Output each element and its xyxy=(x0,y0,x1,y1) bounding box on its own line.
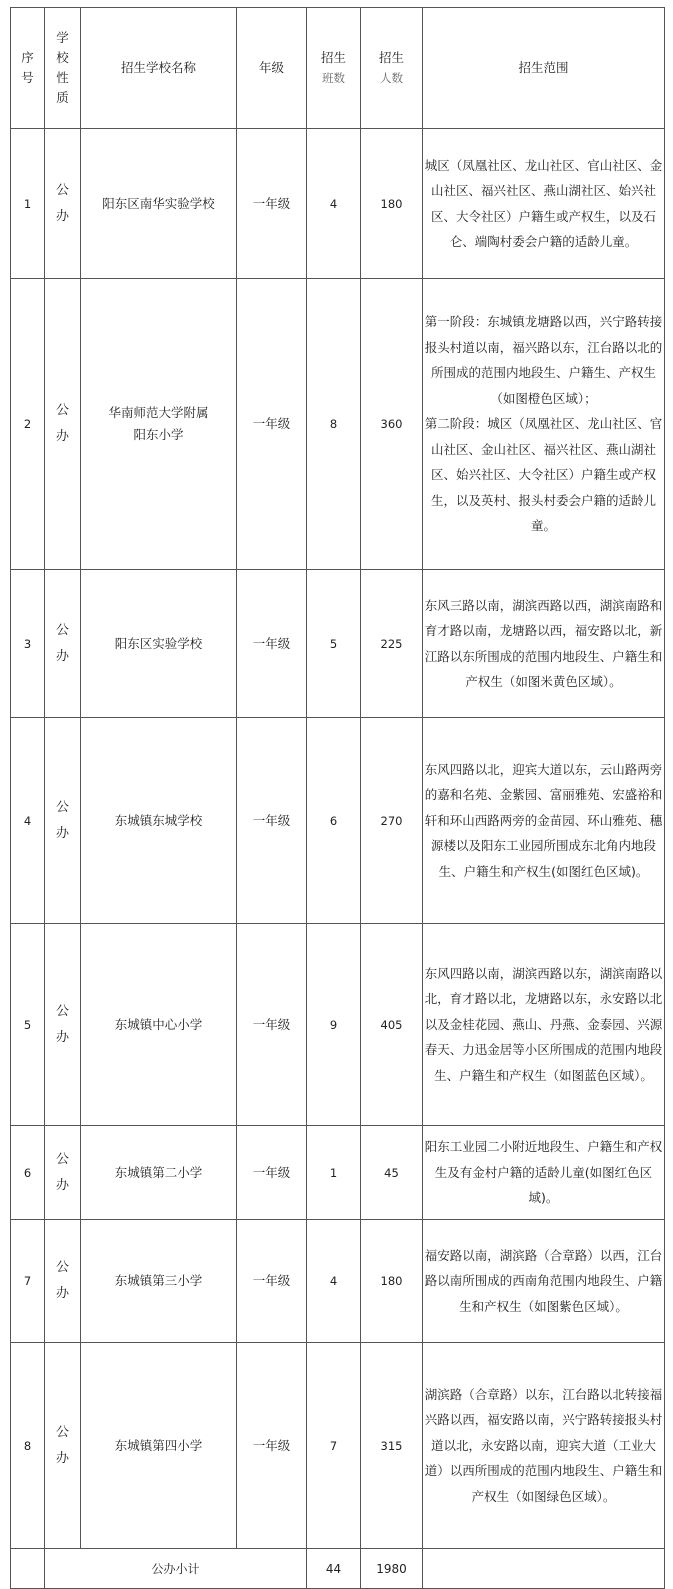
row-classes: 5 xyxy=(307,570,361,718)
row-classes: 1 xyxy=(307,1126,361,1220)
row-seq: 4 xyxy=(11,718,45,924)
row-kind: 公 办 xyxy=(45,1220,81,1343)
enrollment-table xyxy=(10,7,665,1589)
table-row xyxy=(11,1343,665,1549)
row-school-name: 阳东区南华实验学校 xyxy=(81,129,237,279)
table-row xyxy=(11,924,665,1126)
row-scope: 东风四路以北，迎宾大道以东，云山路两旁的嘉和名苑、金紫园、富丽雅苑、宏盛裕和轩和环山西路两旁的金苗园、环山雅苑、穗源楼以及阳东工业园所围成东北角内地段生、户籍生和产权生(如图红色区域)。 xyxy=(423,718,665,924)
row-count: 315 xyxy=(361,1343,423,1549)
row-grade: 一年级 xyxy=(237,924,307,1126)
row-grade: 一年级 xyxy=(237,1343,307,1549)
header-name: 招生学校名称 xyxy=(81,8,237,129)
subtotal-row xyxy=(11,1549,665,1589)
table-row xyxy=(11,718,665,924)
row-classes: 4 xyxy=(307,129,361,279)
header-count: 招生 人数 xyxy=(361,8,423,129)
subtotal-blank xyxy=(11,1549,45,1589)
row-classes: 8 xyxy=(307,279,361,570)
row-school-name: 东城镇第二小学 xyxy=(81,1126,237,1220)
header-scope: 招生范围 xyxy=(423,8,665,129)
row-grade: 一年级 xyxy=(237,279,307,570)
row-school-name: 华南师范大学附属 阳东小学 xyxy=(81,279,237,570)
header-classes: 招生 班数 xyxy=(307,8,361,129)
table-row xyxy=(11,570,665,718)
row-scope: 东风四路以南，湖滨西路以东，湖滨南路以北，育才路以北，龙塘路以东，永安路以北以及金桂花园、燕山、丹燕、金泰园、兴源春天、力迅金居等小区所围成的范围内地段生、户籍生和产权生（如图蓝色区域）。 xyxy=(423,924,665,1126)
row-kind: 公 办 xyxy=(45,1343,81,1549)
subtotal-classes: 44 xyxy=(307,1549,361,1589)
row-count: 270 xyxy=(361,718,423,924)
row-scope: 东风三路以南，湖滨西路以西，湖滨南路和育才路以南，龙塘路以西，福安路以北，新江路以东所围成的范围内地段生、户籍生和产权生（如图米黄色区域）。 xyxy=(423,570,665,718)
header-row xyxy=(11,8,665,129)
row-scope: 福安路以南，湖滨路（合章路）以西，江台路以南所围成的西南角范围内地段生、户籍生和产权生（如图紫色区域）。 xyxy=(423,1220,665,1343)
row-scope: 城区（凤凰社区、龙山社区、官山社区、金山社区、福兴社区、燕山湖社区、始兴社区、大令社区）户籍生或产权生，以及石仑、端陶村委会户籍的适龄儿童。 xyxy=(423,129,665,279)
row-grade: 一年级 xyxy=(237,1126,307,1220)
row-count: 225 xyxy=(361,570,423,718)
header-seq: 序 号 xyxy=(11,8,45,129)
row-grade: 一年级 xyxy=(237,570,307,718)
row-school-name: 东城镇第四小学 xyxy=(81,1343,237,1549)
row-classes: 6 xyxy=(307,718,361,924)
row-count: 405 xyxy=(361,924,423,1126)
row-scope: 湖滨路（合章路）以东，江台路以北转接福兴路以西，福安路以南，兴宁路转接报头村道以北，永安路以南，迎宾大道（工业大道）以西所围成的范围内地段生、户籍生和产权生（如图绿色区域）。 xyxy=(423,1343,665,1549)
row-seq: 3 xyxy=(11,570,45,718)
row-kind: 公 办 xyxy=(45,718,81,924)
subtotal-label: 公办小计 xyxy=(45,1549,307,1589)
row-seq: 1 xyxy=(11,129,45,279)
row-seq: 2 xyxy=(11,279,45,570)
row-count: 360 xyxy=(361,279,423,570)
row-classes: 9 xyxy=(307,924,361,1126)
row-classes: 7 xyxy=(307,1343,361,1549)
row-school-name: 阳东区实验学校 xyxy=(81,570,237,718)
row-seq: 7 xyxy=(11,1220,45,1343)
row-classes: 4 xyxy=(307,1220,361,1343)
row-kind: 公 办 xyxy=(45,129,81,279)
row-seq: 6 xyxy=(11,1126,45,1220)
subtotal-count: 1980 xyxy=(361,1549,423,1589)
row-grade: 一年级 xyxy=(237,718,307,924)
row-kind: 公 办 xyxy=(45,1126,81,1220)
subtotal-scope-blank xyxy=(423,1549,665,1589)
row-school-name: 东城镇东城学校 xyxy=(81,718,237,924)
row-school-name: 东城镇中心小学 xyxy=(81,924,237,1126)
row-scope: 阳东工业园二小附近地段生、户籍生和产权生及有金村户籍的适龄儿童(如图红色区域)。 xyxy=(423,1126,665,1220)
row-grade: 一年级 xyxy=(237,1220,307,1343)
row-school-name: 东城镇第三小学 xyxy=(81,1220,237,1343)
row-scope: 第一阶段：东城镇龙塘路以西，兴宁路转接报头村道以南，福兴路以东，江台路以北的所围成的范围内地段生、户籍生、产权生（如图橙色区域）； 第二阶段：城区（凤凰社区、龙山社区、官山社区、金山社区、福兴社区、燕山湖社区、始兴社区、大令社区）户籍生或产权生，以及英村、报头村委会户籍的适龄儿童。 xyxy=(423,279,665,570)
header-grade: 年级 xyxy=(237,8,307,129)
table-row xyxy=(11,279,665,570)
row-seq: 8 xyxy=(11,1343,45,1549)
row-count: 180 xyxy=(361,129,423,279)
table-row xyxy=(11,1126,665,1220)
row-kind: 公 办 xyxy=(45,570,81,718)
row-seq: 5 xyxy=(11,924,45,1126)
header-kind: 学 校 性 质 xyxy=(45,8,81,129)
table-row xyxy=(11,129,665,279)
row-kind: 公 办 xyxy=(45,279,81,570)
row-count: 45 xyxy=(361,1126,423,1220)
row-grade: 一年级 xyxy=(237,129,307,279)
row-count: 180 xyxy=(361,1220,423,1343)
table-row xyxy=(11,1220,665,1343)
row-kind: 公 办 xyxy=(45,924,81,1126)
